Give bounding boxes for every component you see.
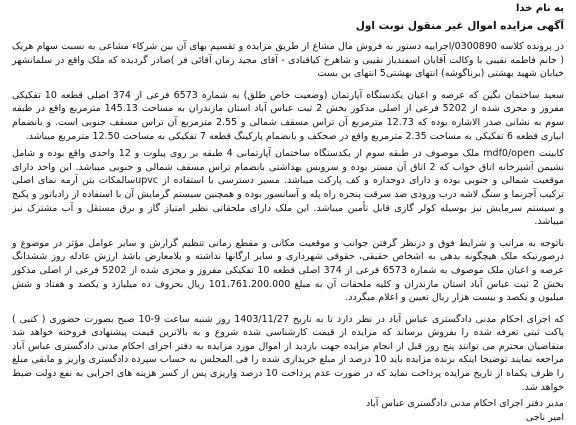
case-paragraph: در پرونده کلاسه 0300890/اجراییه دستور به فروش مال مشاع از طریق مزایده و تقسیم بهای آن بین شرکاء مشاعی به نسبت سهام هریک ( خانم فاطمه نقیبی با وکالت آقایان اسفندیار نقیبی و شاهرخ کیاقبادی - آقای مجید زمان آقائی فر )صادر گردیده که ملک واقع در سلمانشهر خیابان شهید بهشتی (برناگوشه) انتهای بهشتی5 انتهای بن بست [12, 41, 564, 80]
basmala-heading: به نام خدا [515, 3, 564, 14]
signature-block [12, 397, 564, 425]
property-paragraph: سعید ساختمان نگین که عرصه و اعیان یکدستگاه آپارتمان (وضعیت خاص طلق) به شماره 6573 فرعی از 374 اصلی قطعه 10 تفکیکی مفروز و مجزی شده از 5202 فرعی از اصلی مذکور بخش 2 ثبت عباس آباد استان مازندران به مساحت 145.13 مترمربع واقع در طبقه سوم به نشانی صدر الاشاره بوده که 12.73 مترمربع آن تراس مسقف شمالی و 2.55 مترمربع آن تراس مسقف جنوبی است. و بانضمام انباری قطعه 6 تفکیکی به مساحت 2.35 مترمربع واقع در صحکف و بانضمام پارکینگ قطعه 7 تفکیکی به مساحت 12.50 مترمربع میباشد. [12, 89, 565, 142]
valuation-paragraph: باتوجه به مراتب و شرایط فوق و درنظر گرفتن جوانب و موقعیت مکانی و مقطع زمانی تنظیم گزارش و سایر عوامل مؤثر در موضوع و درصورتیکه ملک هیچگونه بدهی به اشخاص حقیقی، حقوقی شهرداری و سایر ارگانها نداشته و بلامعارض باشد ارزش عادله روز ششدانگ عرصه و اعیان ملک موصوف به شماره 6573 فرعی از 374 اصلی قطعه 10 تفکیکی مفروز و مجزی شده از 5202 فرعی از اصلی مذکور بخش 2 ثبت عباس آباد استان مازندران و کلیه ملحقات آن به مبلغ 101.761.200.000 ریال بحروف ده میلیارد و یکصد و هفتاد و شش میلیون و یکصد و بیست هزار ریال تعیین و اعلام میگردد. [12, 237, 565, 304]
signature-title: مدیر دفتر اجرای احکام مدنی دادگستری عباس آباد [365, 398, 564, 410]
signature-name: امیر ناجی [525, 412, 564, 424]
building-description-paragraph: کابینت mdf0/open ملک موصوف در طبقه سوم از یکدستگاه ساختمان آپارتمانی 4 طبقه بر روی پیلوت و 12 واحدی واقع بوده و شامل نشیمن آشپزخانه اتاق خواب که 2 اتاق آن مستر بوده و سرویس بهداشتی بانضمام تراس مسقف شمالی و جنوبی میباشد. این واحد دارای موقعیت شمالی و جنوبی بوده و دارای دوجداره و کف پارکت میباشد. مسیر دسترسی با استفاده از upvcسالمکات بتن آرمه نمای اصلی ترکیب آجرنما و سنگ لاشه درب ورودی ضد سرقت پنجره راه پله و آسانسور بوده و همچنین سیستم گرمایش آن با استفاده از رادیاتور و پکیج و سیستم سرمایش نیز بوسیله کولر گازی قابل تأمین میباشد. این ملک دارای ملحقاتی نظیر امتیاز گاز و برق مستقل و آب مشترک نیز میباشد. [12, 148, 565, 228]
notice-title: آگهی مزایده اموال غیر منقول نوبت اول [355, 20, 564, 32]
auction-terms-paragraph: که اجرای احکام مدنی دادگستری عباس آباد در نظر دارد تا به تاریخ 1403/11/27 روز شنبه ساعت 9-10 صبح بصورت حضوری ( کتبی ) پاکت ثبتی تعرفه شده را بفروش برساند که مزایده از قیمت کارشناسی شده شروع و به بالاترین قیمت پیشنهادی فروخته خواهد شد متقاضیان محترم می توانند پنج روز قبل از انجام مزایده جهت بازدید از اموال مورد مزایده به دفتر اجرای احکام مدنی دادگستری عباس آباد مراجعه نمایند توضیحا اینکه برنده مزایده باید 10 درصد از مبلغ خریداری شده را فی المجلس به حساب سپرده دادگستری واریز و مابقی مبلغ را ظرف یکماه از تاریخ مزایده پرداخت نماید که در صورت عدم پرداخت 10 درصد واریزی پس از کسر هزینه های اجرایی به نفع دولت ضبط خواهد شد. [12, 313, 565, 393]
